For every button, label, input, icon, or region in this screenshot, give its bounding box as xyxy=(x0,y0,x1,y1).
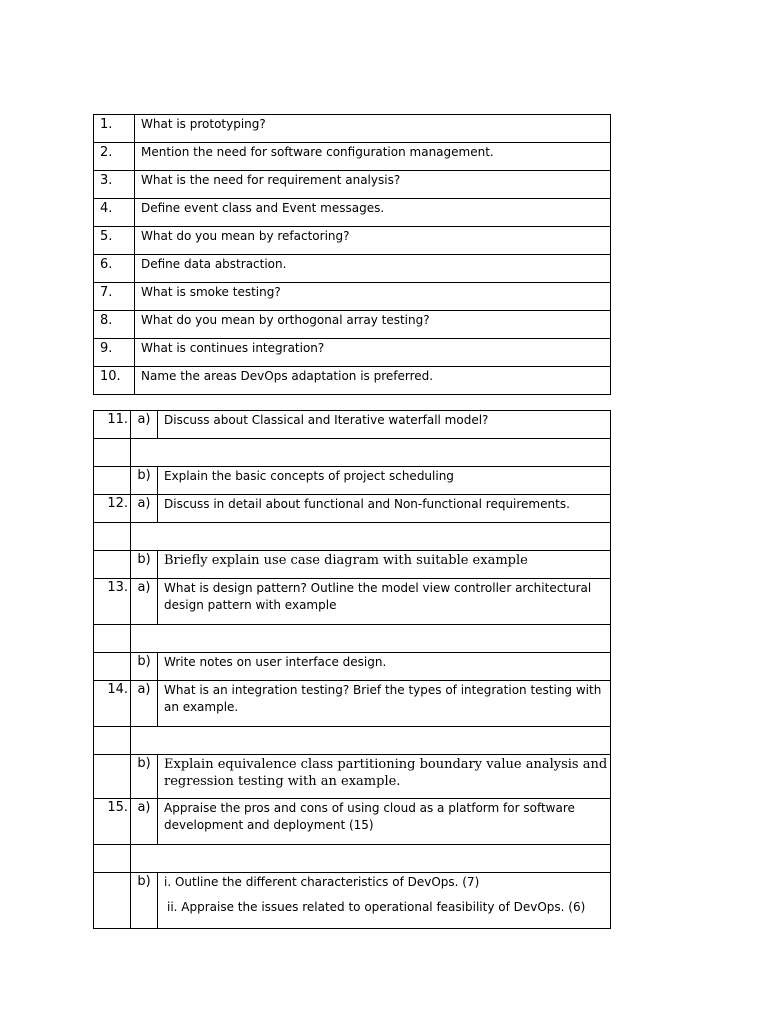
sub-label: a) xyxy=(131,579,158,625)
question-number: 3. xyxy=(94,171,135,199)
part-a-row xyxy=(94,283,611,311)
sub-label: a) xyxy=(131,799,158,845)
empty-number-cell xyxy=(94,653,131,681)
question-number: 15. xyxy=(94,799,131,845)
question-text: Briefly explain use case diagram with suitable example xyxy=(158,551,611,579)
sub-label: b) xyxy=(131,653,158,681)
q13-a-row xyxy=(94,579,611,625)
empty-number-cell xyxy=(94,551,131,579)
sub-label: b) xyxy=(131,873,158,929)
q14-a-row xyxy=(94,681,611,727)
question-text: What is prototyping? xyxy=(135,115,611,143)
spacer-cell xyxy=(94,625,131,653)
question-number: 9. xyxy=(94,339,135,367)
sub-label: b) xyxy=(131,551,158,579)
part-a-row xyxy=(94,339,611,367)
question-text: What is an integration testing? Brief the types of integration testing with an example. xyxy=(158,681,611,727)
spacer-row xyxy=(94,439,611,467)
question-number: 12. xyxy=(94,495,131,523)
question-text: Write notes on user interface design. xyxy=(158,653,611,681)
question-text: What is continues integration? xyxy=(135,339,611,367)
spacer-row xyxy=(94,727,611,755)
question-number: 6. xyxy=(94,255,135,283)
sub-label: a) xyxy=(131,495,158,523)
question-text: What is design pattern? Outline the model view controller architectural design pattern with example xyxy=(158,579,611,625)
q15-a-row xyxy=(94,799,611,845)
q13-b-row xyxy=(94,653,611,681)
question-text: What is smoke testing? xyxy=(135,283,611,311)
sub-label: a) xyxy=(131,411,158,439)
empty-number-cell xyxy=(94,873,131,929)
spacer-cell xyxy=(94,523,131,551)
part-a-question-table xyxy=(93,114,611,395)
q12-b-row xyxy=(94,551,611,579)
part-a-row xyxy=(94,367,611,395)
question-text: Mention the need for software configuration management. xyxy=(135,143,611,171)
question-number: 14. xyxy=(94,681,131,727)
part-a-row xyxy=(94,171,611,199)
spacer-cell xyxy=(94,727,131,755)
spacer-cell xyxy=(131,439,611,467)
empty-number-cell xyxy=(94,467,131,495)
question-number: 4. xyxy=(94,199,135,227)
q12-a-row xyxy=(94,495,611,523)
question-text: Name the areas DevOps adaptation is preferred. xyxy=(135,367,611,395)
question-text: Appraise the pros and cons of using cloud as a platform for software development and deployment (15) xyxy=(158,799,611,845)
question-text: Discuss about Classical and Iterative waterfall model? xyxy=(158,411,611,439)
q11-b-row xyxy=(94,467,611,495)
question-text: Explain equivalence class partitioning boundary value analysis and regression testing with an example. xyxy=(158,755,611,799)
question-text: What do you mean by orthogonal array testing? xyxy=(135,311,611,339)
question-number: 7. xyxy=(94,283,135,311)
question-text: Define data abstraction. xyxy=(135,255,611,283)
q11-a-row xyxy=(94,411,611,439)
part-a-row xyxy=(94,227,611,255)
question-text: What is the need for requirement analysis? xyxy=(135,171,611,199)
question-text xyxy=(158,873,611,929)
question-text: Define event class and Event messages. xyxy=(135,199,611,227)
spacer-cell xyxy=(131,625,611,653)
spacer-row xyxy=(94,625,611,653)
part-b-question-table xyxy=(93,410,611,929)
question-number: 13. xyxy=(94,579,131,625)
part-a-row xyxy=(94,143,611,171)
question-number: 8. xyxy=(94,311,135,339)
spacer-cell xyxy=(94,439,131,467)
empty-number-cell xyxy=(94,755,131,799)
question-text: What do you mean by refactoring? xyxy=(135,227,611,255)
part-a-row xyxy=(94,199,611,227)
question-number: 1. xyxy=(94,115,135,143)
q14-b-row xyxy=(94,755,611,799)
spacer-row xyxy=(94,523,611,551)
sub-question-ii: ii. Appraise the issues related to operational feasibility of DevOps. (6) xyxy=(167,900,586,914)
sub-label: b) xyxy=(131,467,158,495)
sub-label: b) xyxy=(131,755,158,799)
q15-b-row xyxy=(94,873,611,929)
sub-question-i: i. Outline the different characteristics of DevOps. (7) xyxy=(164,875,480,889)
spacer-cell xyxy=(131,523,611,551)
question-number: 2. xyxy=(94,143,135,171)
spacer-cell xyxy=(131,845,611,873)
spacer-cell xyxy=(131,727,611,755)
question-number: 5. xyxy=(94,227,135,255)
spacer-row xyxy=(94,845,611,873)
spacer-cell xyxy=(94,845,131,873)
part-a-row xyxy=(94,311,611,339)
part-a-row xyxy=(94,115,611,143)
question-text: Explain the basic concepts of project scheduling xyxy=(158,467,611,495)
question-text: Discuss in detail about functional and Non-functional requirements. xyxy=(158,495,611,523)
part-a-row xyxy=(94,255,611,283)
question-number: 10. xyxy=(94,367,135,395)
sub-label: a) xyxy=(131,681,158,727)
question-number: 11. xyxy=(94,411,131,439)
